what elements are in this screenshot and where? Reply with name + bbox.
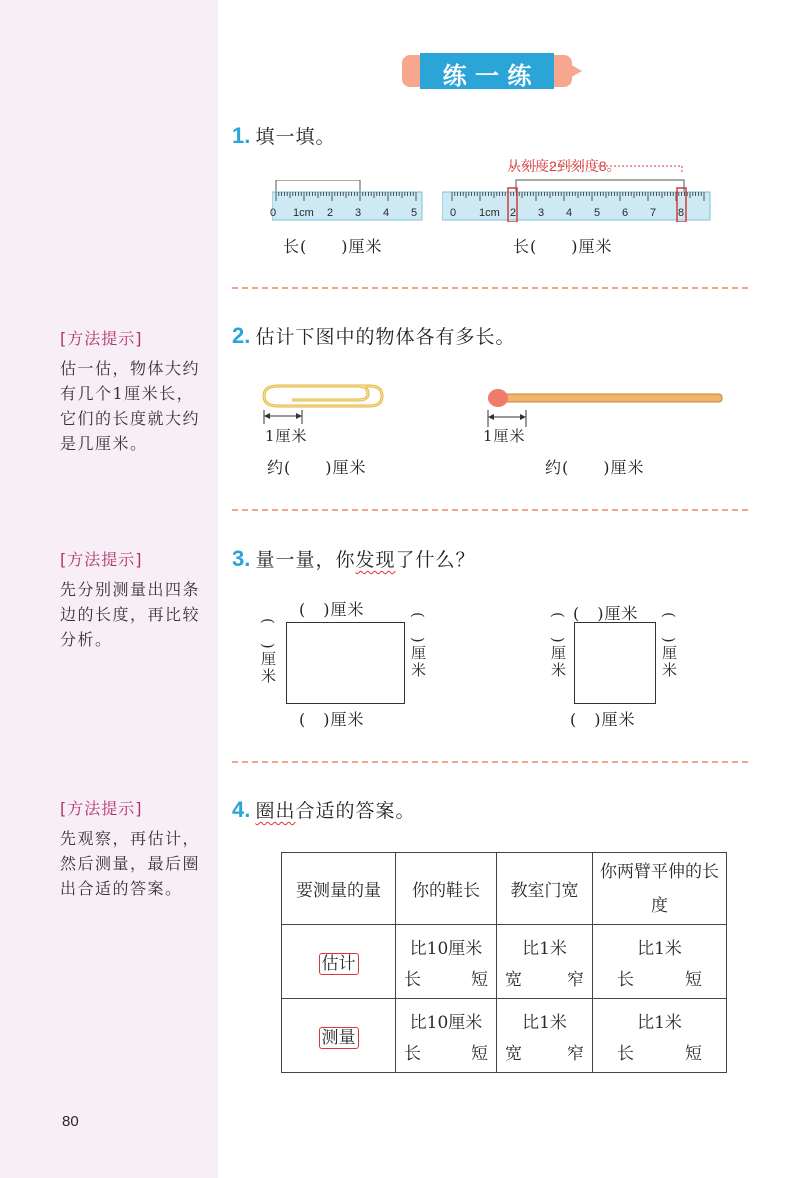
choice-option[interactable]: 短: [471, 1043, 488, 1064]
choice-option[interactable]: 长: [617, 969, 634, 990]
rect-right-label[interactable]: ( )厘米: [409, 612, 427, 679]
measure-label: 测量: [319, 1027, 359, 1049]
choice-option[interactable]: 长: [617, 1043, 634, 1064]
page-number: 80: [62, 1113, 79, 1130]
question-1-heading: [232, 122, 335, 149]
header-cell: 你两臂平伸的长度: [593, 853, 727, 925]
choice-cell: [396, 925, 497, 999]
choice-option[interactable]: 短: [685, 969, 702, 990]
question-text-emphasis: 圈出: [255, 800, 296, 822]
square-left-label[interactable]: ( )厘米: [549, 612, 567, 679]
choice-option[interactable]: 长: [404, 1043, 421, 1064]
paper-clip-illustration: [258, 376, 388, 426]
tick-label: 2: [510, 207, 517, 219]
choice-prompt: 比10厘米: [409, 1012, 483, 1033]
tip-title: [方法提示]: [60, 550, 143, 569]
answer-blank[interactable]: 长( )厘米: [513, 237, 613, 256]
choice-cell: [593, 999, 727, 1073]
tick-label: 1cm: [479, 207, 500, 219]
tick-label: 0: [270, 207, 277, 219]
tick-label: 1cm: [293, 207, 314, 219]
tick-label: 4: [566, 207, 573, 219]
choice-cell: [497, 925, 593, 999]
square-bottom-label[interactable]: ( )厘米: [570, 710, 636, 729]
header-cell: 你的鞋长: [396, 853, 497, 925]
answer-blank[interactable]: 长( )厘米: [283, 237, 383, 256]
ruler-1-labels: [270, 207, 430, 221]
choice-cell: [396, 999, 497, 1073]
tip-text: 先分别测量出四条边的长度，再比较分析。: [60, 580, 201, 649]
tick-label: 0: [450, 207, 457, 219]
ruler-2-note: 从刻度2到刻度8。: [507, 158, 621, 174]
choice-prompt: 比1米: [522, 1012, 567, 1033]
question-number: 1.: [232, 123, 251, 148]
header-cell: 要测量的量: [282, 853, 396, 925]
question-text-part: 量一量，你: [255, 549, 356, 571]
rectangle-shape: [286, 622, 405, 704]
section-banner: [402, 53, 582, 93]
tip-title: [方法提示]: [60, 329, 143, 348]
tick-label: 8: [678, 207, 685, 219]
rect-left-label[interactable]: ( )厘米: [259, 618, 277, 685]
tick-label: 7: [650, 207, 657, 219]
banner-title: 练 一 练: [442, 62, 532, 90]
row-label: [282, 925, 396, 999]
question-text: 估计下图中的物体各有多长。: [255, 326, 516, 348]
tip-text: 先观察，再估计，然后测量，最后圈出合适的答案。: [60, 829, 201, 898]
measurement-table: [281, 852, 727, 1073]
header-cell: 教室门宽: [497, 853, 593, 925]
answer-blank[interactable]: 约( )厘米: [545, 458, 645, 477]
table-header-row: [282, 853, 727, 925]
square-right-label[interactable]: ( )厘米: [660, 612, 678, 679]
choice-option[interactable]: 宽: [505, 1043, 522, 1064]
square-shape: [574, 622, 656, 704]
answer-blank[interactable]: 约( )厘米: [267, 458, 367, 477]
question-number: 3.: [232, 546, 251, 571]
choice-option[interactable]: 长: [404, 969, 421, 990]
question-text-part: 合适的答案。: [295, 800, 416, 822]
square-top-label[interactable]: ( )厘米: [573, 604, 639, 623]
divider: [232, 509, 748, 511]
unit-label: 1厘米: [483, 427, 526, 445]
choice-cell: [593, 925, 727, 999]
tick-label: 2: [327, 207, 334, 219]
rect-bottom-label[interactable]: ( )厘米: [299, 710, 365, 729]
question-number: 2.: [232, 323, 251, 348]
divider: [232, 761, 748, 763]
tick-label: 5: [594, 207, 601, 219]
question-2-heading: [232, 322, 515, 349]
tick-label: 6: [622, 207, 629, 219]
choice-prompt: 比1米: [522, 938, 567, 959]
question-4-heading: [232, 796, 415, 823]
tick-label: 4: [383, 207, 390, 219]
choice-option[interactable]: 窄: [567, 1043, 584, 1064]
ruler-2-labels: [450, 207, 700, 221]
row-label: [282, 999, 396, 1073]
question-number: 4.: [232, 797, 251, 822]
question-text-emphasis: 发现: [355, 549, 396, 571]
tip-text: 估一估，物体大约有几个1厘米长，它们的长度就大约是几厘米。: [60, 359, 201, 453]
choice-option[interactable]: 宽: [505, 969, 522, 990]
choice-option[interactable]: 短: [471, 969, 488, 990]
tip-title: [方法提示]: [60, 799, 143, 818]
unit-label: 1厘米: [265, 427, 308, 445]
choice-prompt: 比10厘米: [409, 938, 483, 959]
tick-label: 3: [538, 207, 545, 219]
choice-prompt: 比1米: [637, 1012, 682, 1033]
tick-label: 3: [355, 207, 362, 219]
rect-top-label[interactable]: ( )厘米: [299, 600, 365, 619]
table-row: [282, 925, 727, 999]
choice-option[interactable]: 窄: [567, 969, 584, 990]
match-illustration: [482, 385, 727, 429]
question-3-heading: [232, 545, 476, 572]
choice-option[interactable]: 短: [685, 1043, 702, 1064]
tick-label: 5: [411, 207, 418, 219]
estimate-label: 估计: [319, 953, 359, 975]
question-text-part: 了什么？: [395, 549, 476, 571]
choice-cell: [497, 999, 593, 1073]
question-text: 填一填。: [255, 126, 336, 148]
divider: [232, 287, 748, 289]
table-row: [282, 999, 727, 1073]
choice-prompt: 比1米: [637, 938, 682, 959]
